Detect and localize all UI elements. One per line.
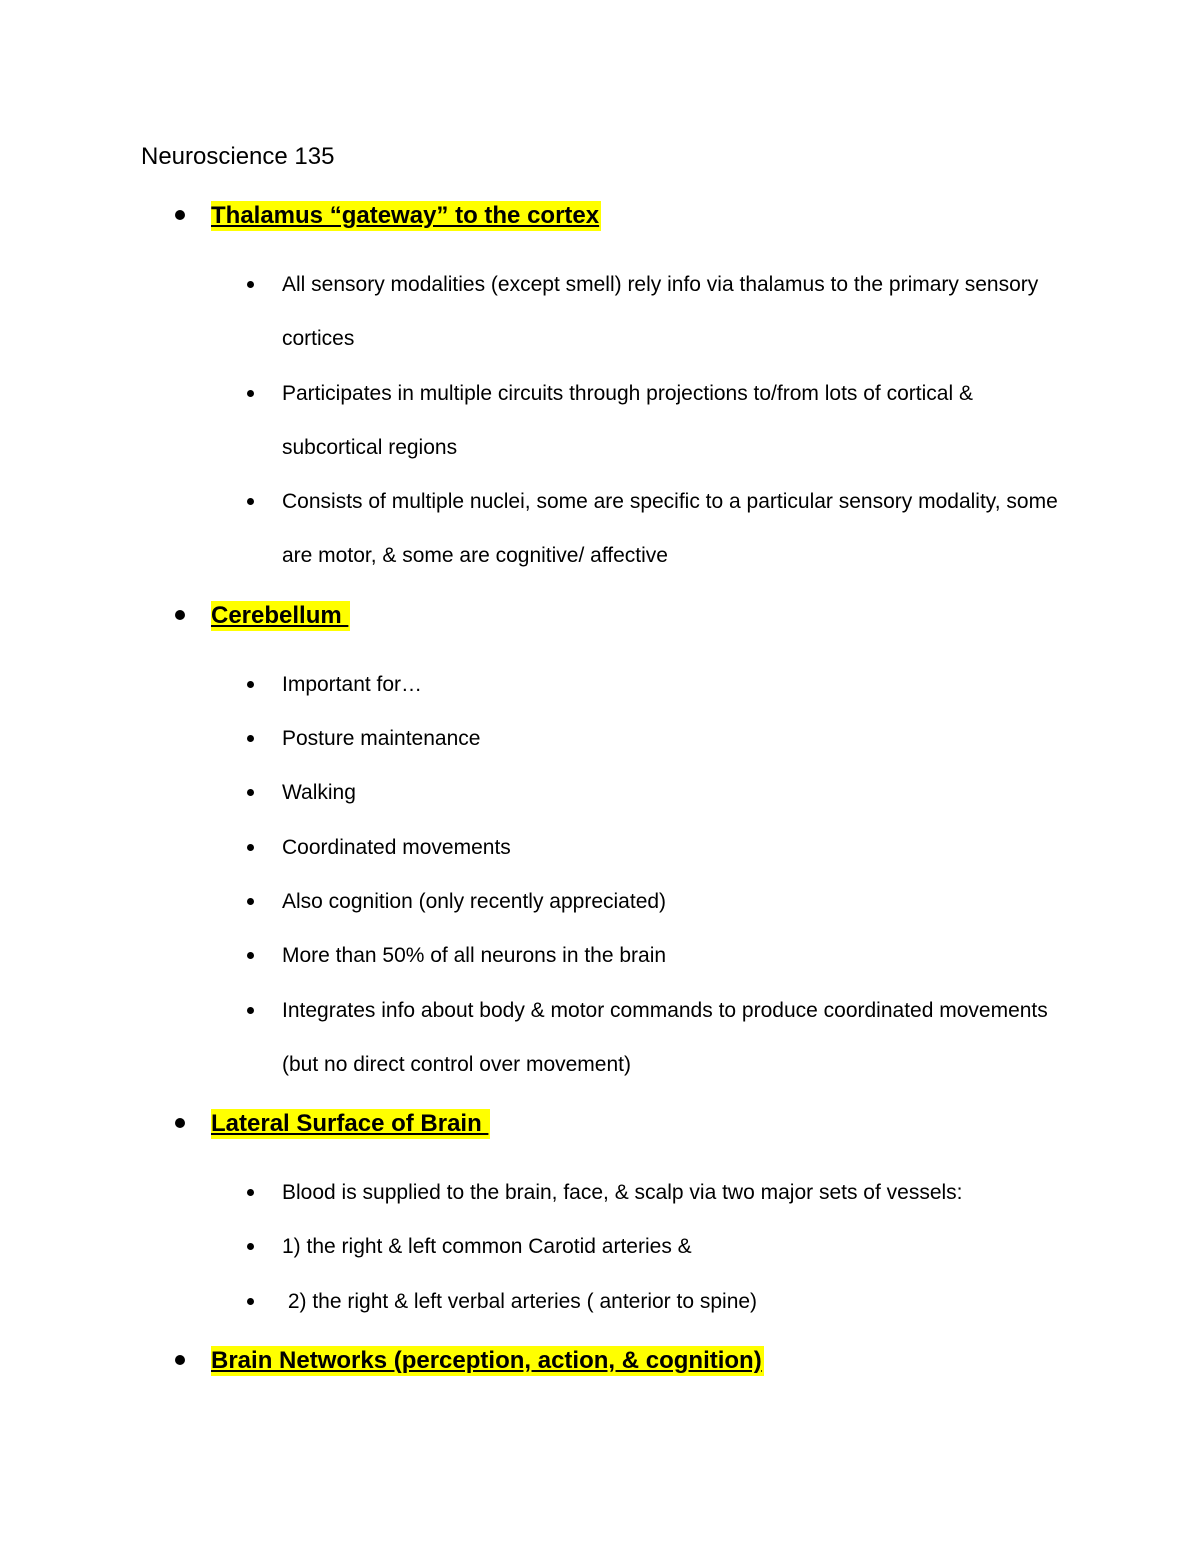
list-item	[0, 475, 1062, 584]
item-text: All sensory modalities (except smell) rely info via thalamus to the primary sensory cortices	[282, 273, 1045, 351]
list-item	[0, 984, 1062, 1093]
list-item	[0, 821, 1062, 875]
bullet-icon	[247, 390, 254, 397]
section-heading: Lateral Surface of Brain	[211, 1110, 489, 1138]
bullet-icon	[175, 210, 185, 220]
bullet-icon	[247, 735, 254, 742]
item-text: Coordinated movements	[282, 835, 511, 859]
section-list	[0, 198, 1200, 1389]
bullet-icon	[175, 610, 185, 620]
bullet-icon	[247, 1007, 254, 1014]
section-thalamus	[0, 198, 1200, 598]
list-item	[0, 1166, 1062, 1220]
section-heading-row	[0, 1106, 1200, 1152]
bullet-icon	[247, 281, 254, 288]
bullet-icon	[247, 498, 254, 505]
bullet-icon	[175, 1355, 185, 1365]
section-lateral-surface	[0, 1106, 1200, 1343]
section-cerebellum	[0, 598, 1200, 1106]
item-list	[0, 1152, 1200, 1343]
list-item	[0, 367, 1062, 476]
item-text: Integrates info about body & motor commands to produce coordinated movements (but no direct control over movement)	[282, 998, 1054, 1076]
list-item	[0, 1220, 1062, 1274]
bullet-icon	[247, 898, 254, 905]
bullet-icon	[175, 1118, 185, 1128]
item-text: Also cognition (only recently appreciated)	[282, 889, 667, 913]
bullet-icon	[247, 681, 254, 688]
item-text: Blood is supplied to the brain, face, & scalp via two major sets of vessels:	[282, 1181, 963, 1205]
section-heading-row	[0, 198, 1200, 244]
bullet-icon	[247, 1243, 254, 1250]
bullet-icon	[247, 1298, 254, 1305]
section-heading-row	[0, 598, 1200, 644]
item-text: Walking	[282, 781, 356, 805]
item-text: Posture maintenance	[282, 727, 481, 751]
list-item	[0, 712, 1062, 766]
item-list	[0, 244, 1200, 598]
bullet-icon	[247, 844, 254, 851]
list-item	[0, 658, 1062, 712]
item-text: Important for…	[282, 672, 423, 696]
section-heading: Brain Networks (perception, action, & cognition)	[211, 1347, 762, 1375]
item-text: Consists of multiple nuclei, some are specific to a particular sensory modality, some are motor, & some are cognitive/ affective	[282, 490, 1064, 568]
document-title: Neuroscience 135	[141, 143, 335, 170]
list-item	[0, 766, 1062, 820]
item-text: 1) the right & left common Carotid arteries &	[282, 1235, 692, 1259]
bullet-icon	[247, 952, 254, 959]
section-brain-networks	[0, 1343, 1200, 1389]
item-text: More than 50% of all neurons in the brain	[282, 944, 667, 968]
item-text: 2) the right & left verbal arteries ( anterior to spine)	[282, 1289, 758, 1313]
item-text: Participates in multiple circuits through projections to/from lots of cortical & subcortical regions	[282, 381, 979, 459]
list-item	[0, 258, 1062, 367]
section-heading: Thalamus “gateway” to the cortex	[211, 202, 600, 229]
bullet-icon	[247, 789, 254, 796]
list-item	[0, 929, 1062, 983]
item-list	[0, 644, 1200, 1106]
section-heading: Cerebellum	[211, 601, 349, 629]
list-item	[0, 1275, 1062, 1329]
bullet-icon	[247, 1189, 254, 1196]
section-heading-row	[0, 1343, 1200, 1389]
list-item	[0, 875, 1062, 929]
